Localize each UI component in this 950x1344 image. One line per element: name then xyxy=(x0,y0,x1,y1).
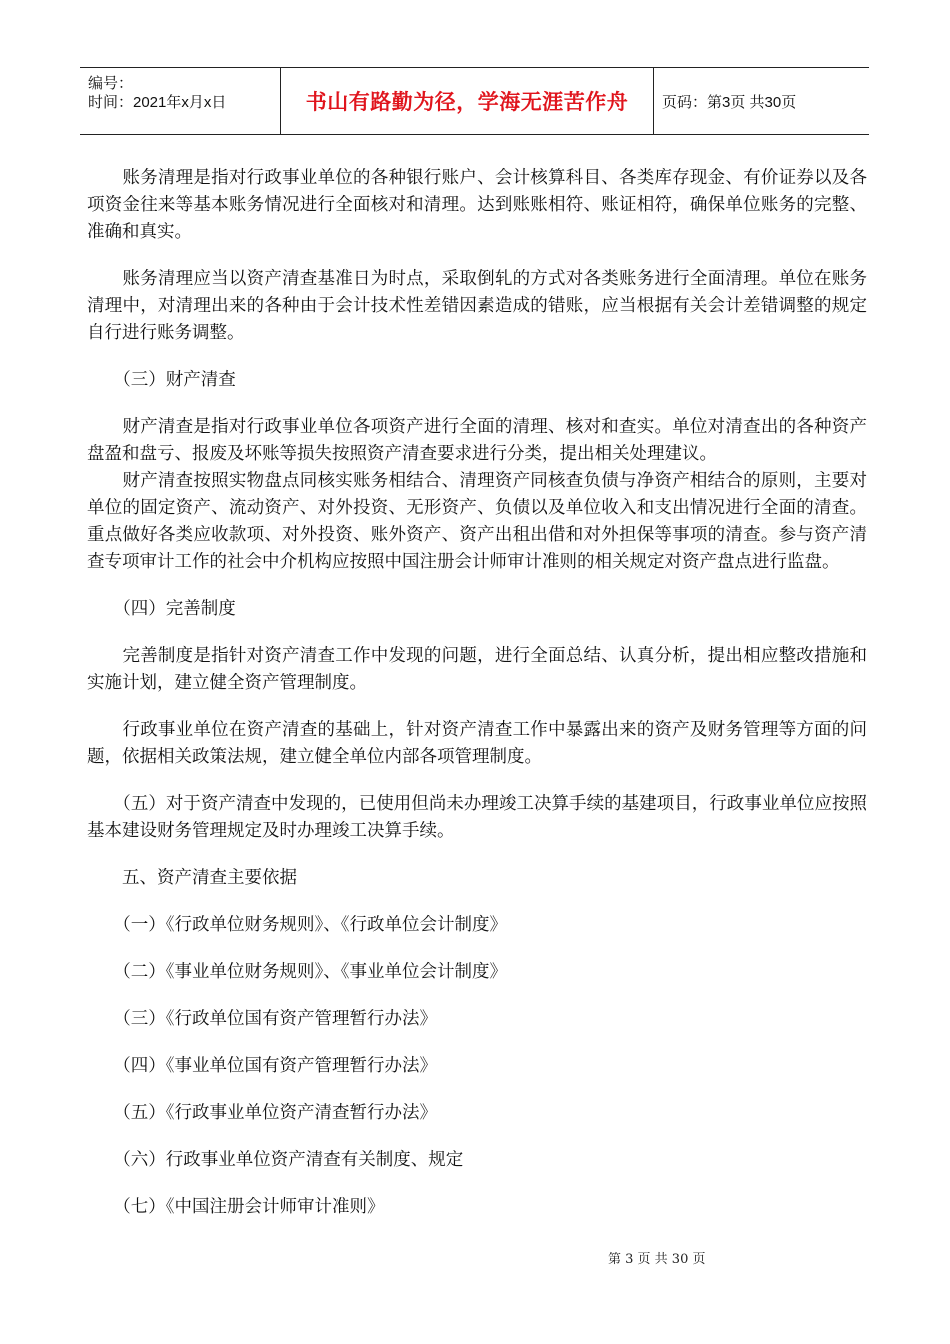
number-label: 编号： xyxy=(88,75,134,92)
list-item: （二）《事业单位财务规则》、《事业单位会计制度》 xyxy=(87,962,507,982)
paragraph: 账务清理是指对行政事业单位的各种银行账户、会计核算科目、各类库存现金、有价证券以及各项资金往来等基本账务情况进行全面核对和清理。达到账账相符、账证相符，确保单位账务的完整、准确和真实。 xyxy=(87,168,867,242)
page-header xyxy=(80,67,869,135)
header-motto: 书山有路勤为径，学海无涯苦作舟 xyxy=(281,68,654,134)
paragraph: 财产清查按照实物盘点同核实账务相结合、清理资产同核查负债与净资产相结合的原则，主要对单位的固定资产、流动资产、对外投资、无形资产、负债以及单位收入和支出情况进行全面的清查。重点做好各类应收款项、对外投资、账外资产、资产出租出借和对外担保等事项的清查。参与资产清查专项审计工作的社会中介机构应按照中国注册会计师审计准则的相关规定对资产盘点进行监盘。 xyxy=(87,471,867,572)
section-heading: （四）完善制度 xyxy=(87,599,236,619)
paragraph: 财产清查是指对行政事业单位各项资产进行全面的清理、核对和查实。单位对清查出的各种资产盘盈和盘亏、报废及坏账等损失按照资产清查要求进行分类，提出相关处理建议。 xyxy=(87,417,867,464)
list-item: （三）《行政单位国有资产管理暂行办法》 xyxy=(87,1009,437,1029)
paragraph: 账务清理应当以资产清查基准日为时点，采取倒轧的方式对各类账务进行全面清理。单位在账务清理中，对清理出来的各种由于会计技术性差错因素造成的错账，应当根据有关会计差错调整的规定自行进行账务调整。 xyxy=(87,269,867,343)
page-footer: 第 3 页 共 30 页 xyxy=(608,1252,706,1267)
list-item: （四）《事业单位国有资产管理暂行办法》 xyxy=(87,1056,437,1076)
list-item: （七）《中国注册会计师审计准则》 xyxy=(87,1197,385,1217)
list-item: （六）行政事业单位资产清查有关制度、规定 xyxy=(87,1150,464,1170)
list-item: （一）《行政单位财务规则》、《行政单位会计制度》 xyxy=(87,915,507,935)
section-heading: （三）财产清查 xyxy=(87,370,236,390)
section-heading: 五、资产清查主要依据 xyxy=(87,868,297,888)
header-page-info: 页码：第3页 共30页 xyxy=(662,93,797,111)
list-item: （五）《行政事业单位资产清查暂行办法》 xyxy=(87,1103,437,1123)
paragraph: 完善制度是指针对资产清查工作中发现的问题，进行全面总结、认真分析，提出相应整改措施和实施计划，建立健全资产管理制度。 xyxy=(87,646,867,693)
paragraph: （五）对于资产清查中发现的，已使用但尚未办理竣工决算手续的基建项目，行政事业单位应按照基本建设财务管理规定及时办理竣工决算手续。 xyxy=(87,794,867,841)
document-body xyxy=(87,165,867,1221)
paragraph: 行政事业单位在资产清查的基础上，针对资产清查工作中暴露出来的资产及财务管理等方面的问题，依据相关政策法规，建立健全单位内部各项管理制度。 xyxy=(87,720,867,767)
header-meta xyxy=(80,68,281,134)
date-label: 时间：2021年x月x日 xyxy=(88,94,227,111)
